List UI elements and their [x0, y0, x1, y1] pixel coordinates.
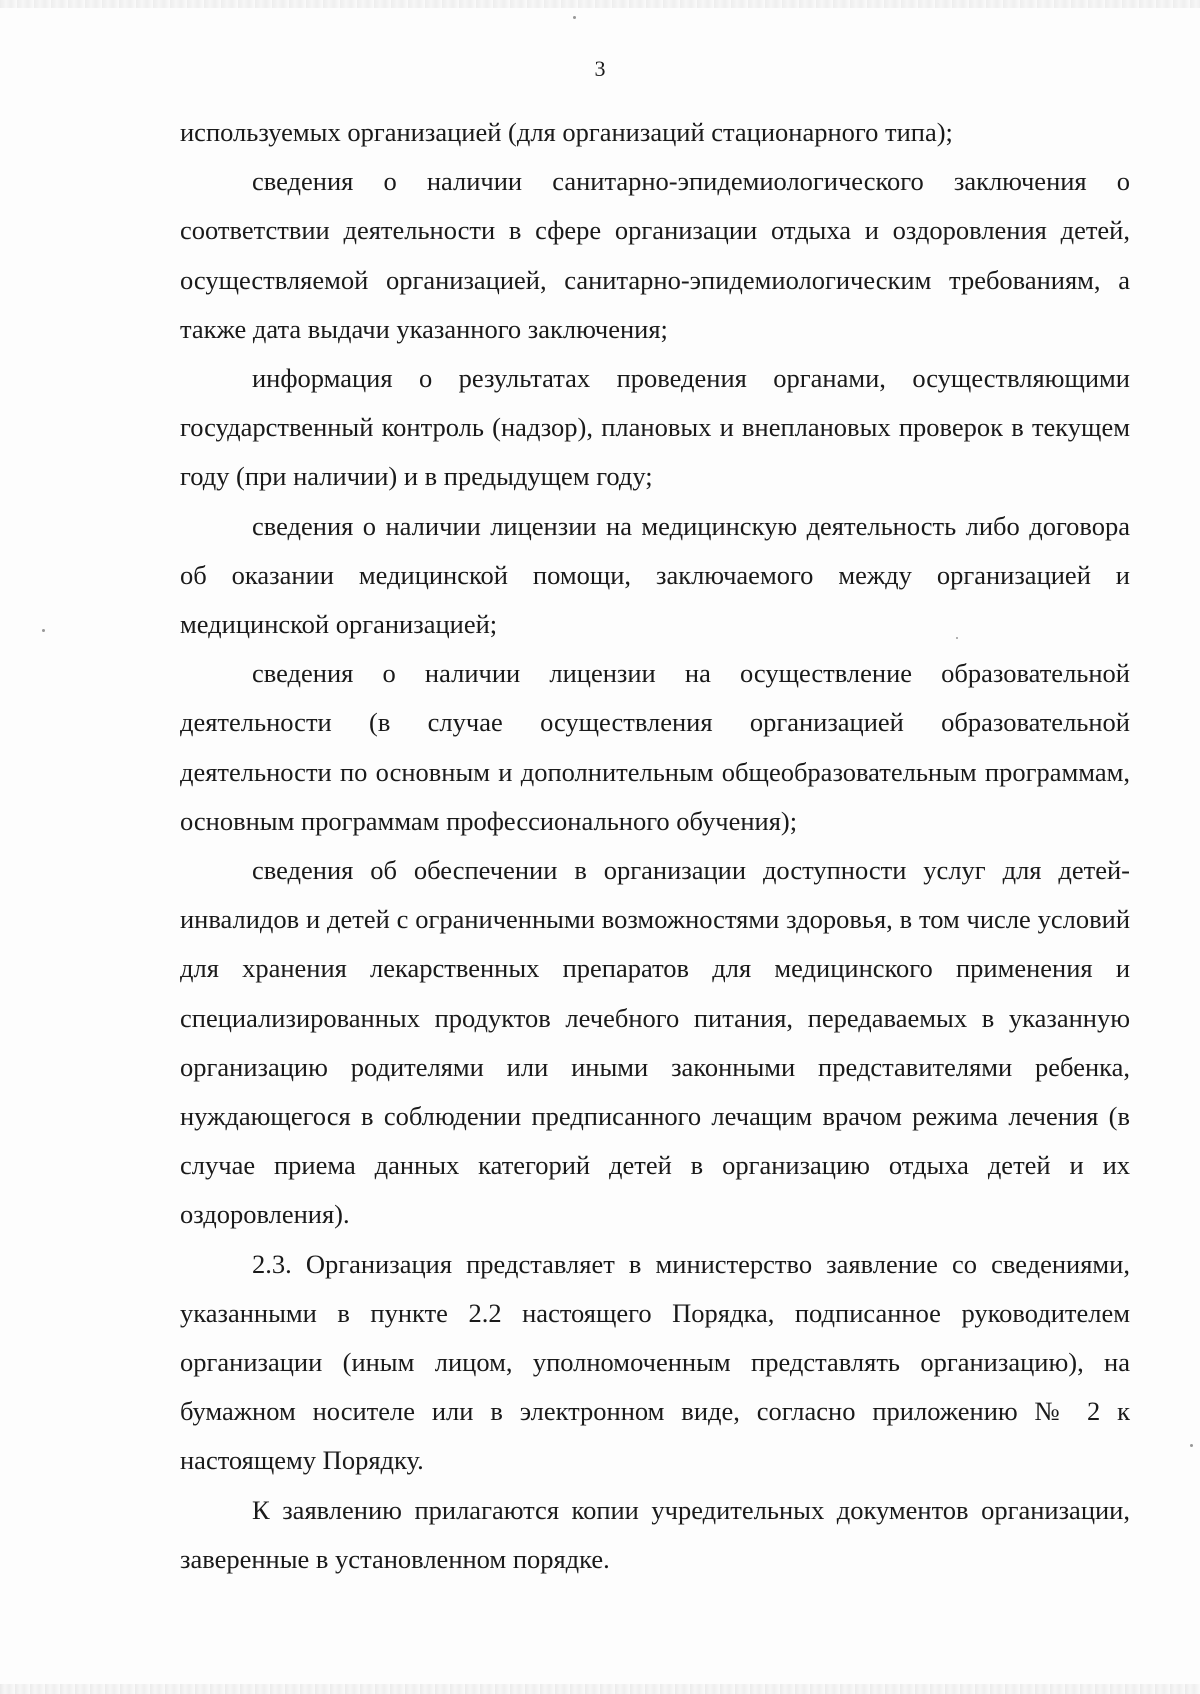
paragraph-continuation: используемых организацией (для организаций стационарного типа); [180, 117, 953, 147]
paragraph-medical-license: сведения о наличии лицензии на медицинскую деятельность либо договора об оказании медицинской помощи, заключаемого между организацией и медицинской организацией; [180, 510, 1130, 640]
page-number: 3 [594, 56, 606, 81]
scan-edge-bottom [0, 1684, 1200, 1694]
document-body [180, 108, 1130, 1584]
scan-speck [1190, 1444, 1193, 1447]
paragraph-sanitary-conclusion: сведения о наличии санитарно-эпидемиологического заключения о соответствии деятельности в сфере организации отдыха и оздоровления детей, осуществляемой организацией, санитарно-эпидемиологическим требованиям, а также дата выдачи указанного заключения; [180, 166, 1130, 344]
scan-speck [573, 16, 576, 19]
paragraph-section-2-3: 2.3. Организация представляет в министерство заявление со сведениями, указанными в пункте 2.2 настоящего Порядка, подписанное руководителем организации (иным лицом, уполномоченным представлять организацию), на бумажном носителе или в электронном виде, согласно приложению № 2 к настоящему Порядку. [180, 1248, 1130, 1476]
paragraph-attachments: К заявлению прилагаются копии учредительных документов организации, заверенные в установленном порядке. [180, 1494, 1130, 1574]
paragraph-accessibility: сведения об обеспечении в организации доступности услуг для детей-инвалидов и детей с ограниченными возможностями здоровья, в том числе условий для хранения лекарственных препаратов для медицинского применения и специализированных продуктов лечебного питания, передаваемых в указанную организацию родителями или иными законными представителями ребенка, нуждающегося в соблюдении предписанного лечащим врачом режима лечения (в случае приема данных категорий детей в организацию отдыха детей и их оздоровления). [180, 855, 1130, 1230]
scan-speck [42, 629, 45, 632]
scan-edge-top [0, 0, 1200, 8]
paragraph-education-license: сведения о наличии лицензии на осуществление образовательной деятельности (в случае осуществления организацией образовательной деятельности по основным и дополнительным общеобразовательным программам, основным программам профессионального обучения); [180, 658, 1130, 836]
paragraph-inspection-results: информация о результатах проведения органами, осуществляющими государственный контроль (надзор), плановых и внеплановых проверок в текущем году (при наличии) и в предыдущем году; [180, 363, 1130, 492]
